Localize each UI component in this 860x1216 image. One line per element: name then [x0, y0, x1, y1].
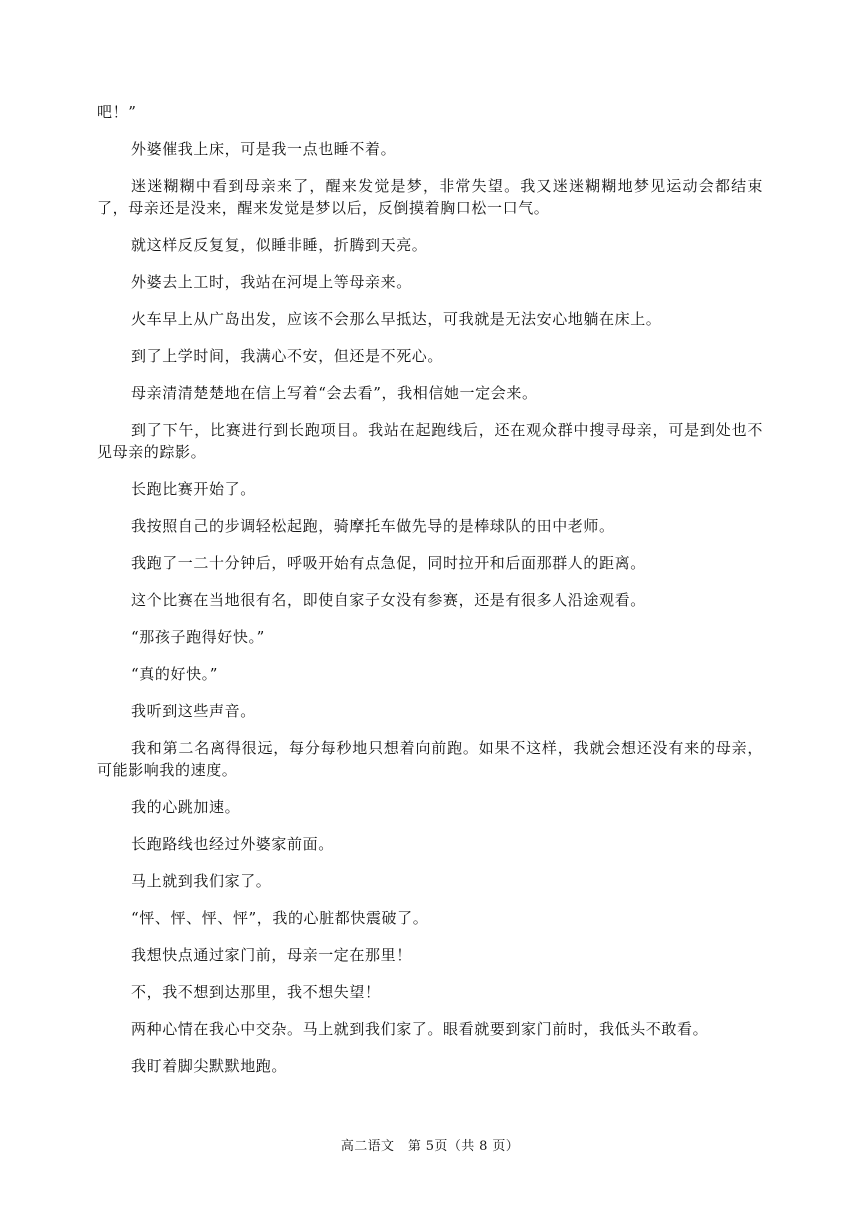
paragraph: 两种心情在我心中交杂。马上就到我们家了。眼看就要到家门前时，我低头不敢看。: [131, 1020, 709, 1038]
paragraph: 我跑了一二十分钟后，呼吸开始有点急促，同时拉开和后面那群人的距离。: [131, 554, 646, 572]
paragraph: 火车早上从广岛出发，应该不会那么早抵达，可我就是无法安心地躺在床上。: [131, 310, 662, 328]
paragraph: 外婆去上工时，我站在河堤上等母亲来。: [131, 273, 412, 291]
paragraph: 长跑路线也经过外婆家前面。: [131, 835, 334, 853]
paragraph: 母亲清清楚楚地在信上写着“会去看”，我相信她一定会来。: [131, 384, 538, 402]
paragraph: 我盯着脚尖默默地跑。: [131, 1057, 288, 1075]
paragraph: 长跑比赛开始了。: [131, 480, 256, 498]
paragraph: 我和第二名离得很远，每分每秒地只想着向前跑。如果不这样，我就会想还没有来的母亲，可能影响我的速度。: [97, 739, 763, 779]
paragraph: 马上就到我们家了。: [131, 872, 272, 890]
paragraph: “真的好快。”: [131, 665, 219, 683]
paragraph: 吧！”: [97, 103, 137, 121]
paragraph: 外婆催我上床，可是我一点也睡不着。: [131, 140, 397, 158]
paragraph: 我想快点通过家门前，母亲一定在那里！: [131, 946, 412, 964]
paragraph: 不，我不想到达那里，我不想失望！: [131, 983, 381, 1001]
page-footer: 高二语文 第 5页（共 8 页）: [340, 1139, 520, 1154]
paragraph: 就这样反反复复，似睡非睡，折腾到天亮。: [131, 236, 428, 254]
paragraph: 我的心跳加速。: [131, 798, 241, 816]
paragraph: 到了下午，比赛进行到长跑项目。我站在起跑线后，还在观众群中搜寻母亲，可是到处也不见母亲的踪影。: [97, 421, 763, 461]
paragraph: “那孩子跑得好快。”: [131, 628, 265, 646]
paragraph: 我听到这些声音。: [131, 702, 256, 720]
paragraph: 到了上学时间，我满心不安，但还是不死心。: [131, 347, 444, 365]
paragraph: 这个比赛在当地很有名，即使自家子女没有参赛，还是有很多人沿途观看。: [131, 591, 646, 609]
paragraph: 我按照自己的步调轻松起跑，骑摩托车做先导的是棒球队的田中老师。: [131, 517, 615, 535]
paragraph: “怦、怦、怦、怦”，我的心脏都快震破了。: [131, 909, 429, 927]
article-body: [97, 101, 763, 1092]
paragraph: 迷迷糊糊中看到母亲来了，醒来发觉是梦，非常失望。我又迷迷糊糊地梦见运动会都结束了，母亲还是没来，醒来发觉是梦以后，反倒摸着胸口松一口气。: [97, 177, 763, 217]
